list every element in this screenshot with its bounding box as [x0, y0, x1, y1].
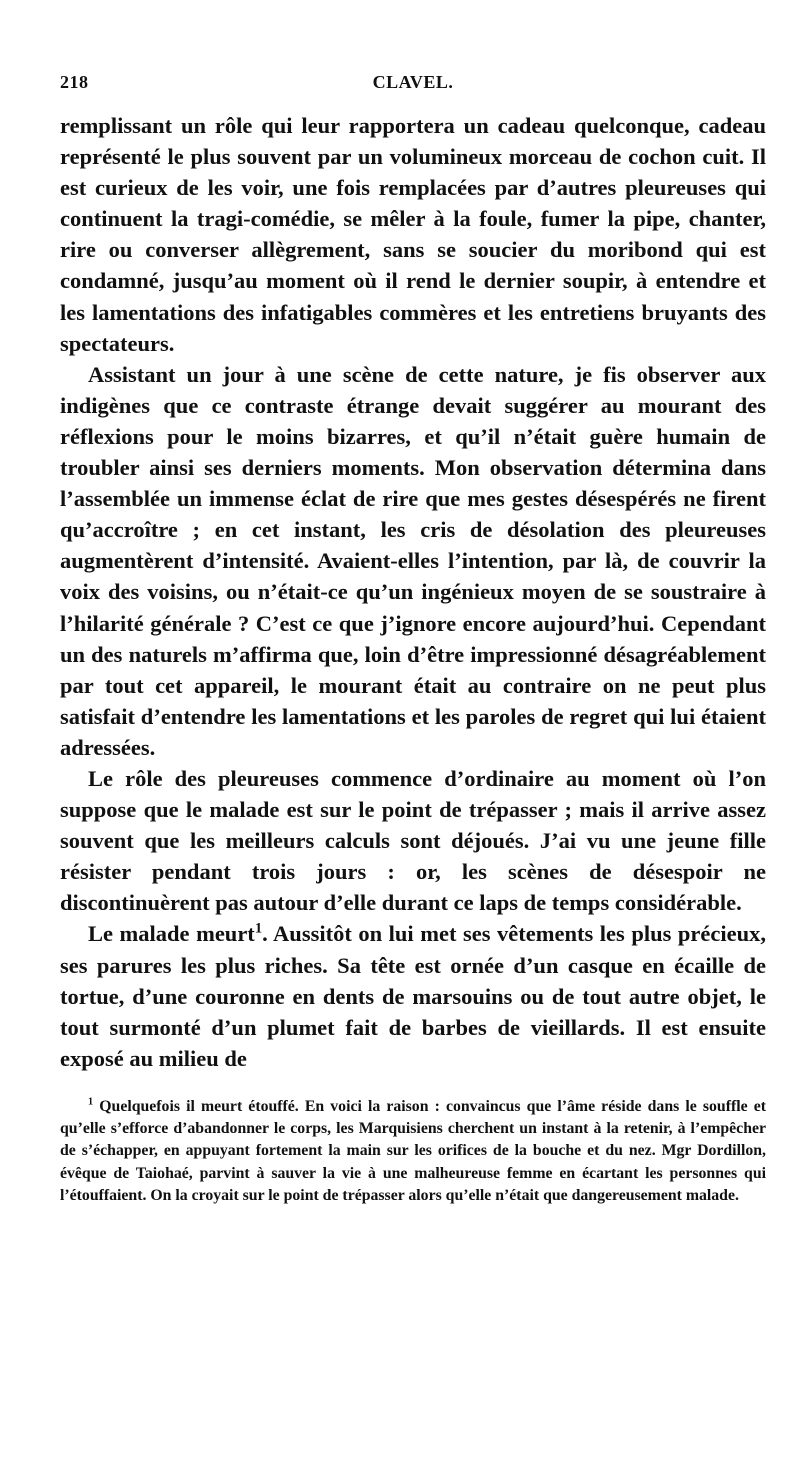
paragraph-3: Le rôle des pleureuses commence d’ordinaire au moment où l’on suppose que le malade est sur le point de trépasser ; mais il arrive assez souvent que les meilleurs calculs sont déjoués. J’ai vu une jeune fille résister pendant trois jours : or, les scènes de désespoir ne discontinuèrent pas autour d’elle durant ce laps de temps considérable.	[60, 765, 766, 916]
footnote-marker: 1	[88, 1096, 94, 1108]
paragraph-4-rest: . Aussitôt on lui met ses vêtements les plus précieux, ses parures les plus riches. Sa tête est ornée d’un casque en écaille de tortue, d’une couronne en dents de marsouins ou de tout autre objet, le tout surmonté d’un plumet fait de barbes de vieillards. Il est ensuite exposé au milieu de	[60, 921, 767, 1071]
main-text	[60, 110, 766, 1074]
footnote-1	[60, 1096, 766, 1207]
paragraph-1: remplissant un rôle qui leur rapportera un cadeau quelconque, cadeau représenté le plus souvent par un volumineux morceau de cochon cuit. Il est curieux de les voir, une fois remplacées par d’autres pleureuses qui continuent la tragi-comédie, se mêler à la foule, fumer la pipe, chanter, rire ou converser allègrement, sans se soucier du moribond qui est condamné, jusqu’au moment où il rend le dernier soupir, à entendre et les lamentations des infatigables commères et les entretiens bruyants des spectateurs.	[60, 113, 766, 356]
footnote-reference: 1	[254, 920, 263, 937]
paragraph-4	[60, 918, 766, 1073]
page-header	[60, 62, 766, 96]
paragraph-2: Assistant un jour à une scène de cette nature, je fis observer aux indigènes que ce contraste étrange devait suggérer au mourant des réflexions pour le moins bizarres, et qu’il n’était guère humain de troubler ainsi ses derniers moments. Mon observation détermina dans l’assemblée un immense éclat de rire que mes gestes désespérés ne firent qu’accroître ; en cet instant, les cris de désolation des pleureuses augmentèrent d’intensité. Avaient-elles l’intention, par là, de couvrir la voix des voisins, ou n’était-ce qu’un ingénieux moyen de se soustraire à l’hilarité générale ? C’est ce que j’ignore encore aujourd’hui. Cependant un des naturels m’affirma que, loin d’être impressionné désagréablement par tout cet appareil, le mourant était au contraire on ne peut plus satisfait d’entendre les lamentations et les paroles de regret qui lui étaient adressées.	[60, 361, 766, 760]
paragraph-4-start: Le malade meurt	[88, 921, 255, 947]
footnotes	[60, 1096, 766, 1207]
running-head: CLAVEL.	[372, 72, 454, 92]
book-page	[60, 62, 766, 1207]
page-number: 218	[60, 72, 89, 92]
footnote-text: Quelquefois il meurt étouffé. En voici la raison : convaincus que l’âme réside dans le souffle et qu’elle s’efforce d’abandonner le corps, les Marquisiens cherchent un instant à la retenir, à l’empêcher de s’échapper, en appuyant fortement la main sur les orifices de la bouche et du nez. Mgr Dordillon, évêque de Taiohaé, parvint à sauver la vie à une malheureuse femme en écartant les personnes qui l’étouffaient. On la croyait sur le point de trépasser alors qu’elle n’était que dangereusement malade.	[60, 1097, 766, 1204]
